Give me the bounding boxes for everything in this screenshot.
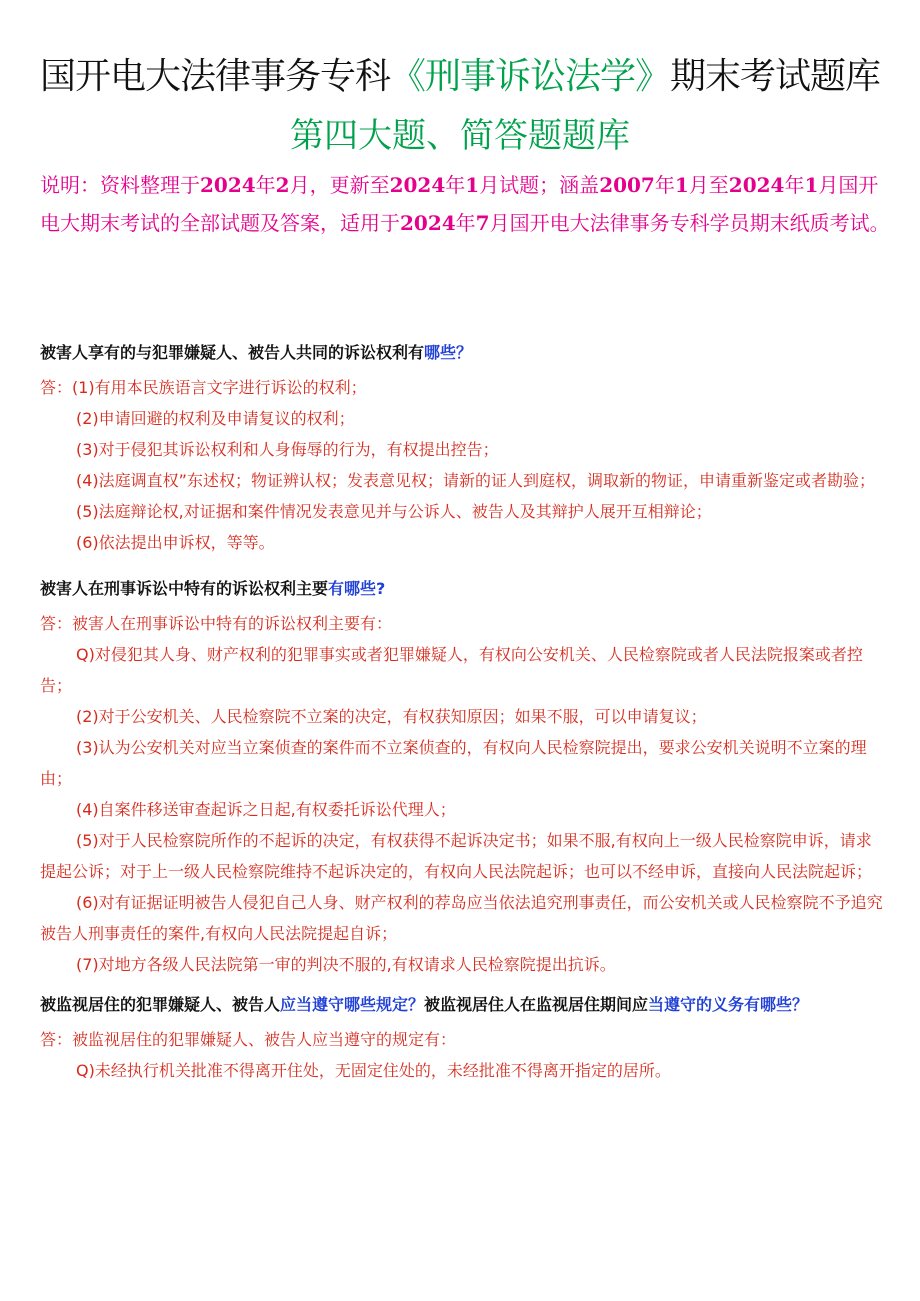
- intro-number: 7: [475, 211, 490, 235]
- question-highlight: 当遵守的义务有哪些？: [648, 995, 809, 1014]
- question-highlight: 应当遵守哪些规定？: [280, 995, 425, 1014]
- question-heading: [40, 576, 885, 602]
- answer-lead: 答：(1)有用本民族语言文字进行诉讼的权利；: [40, 378, 367, 397]
- answer-item: (2)对于公安机关、人民检察院不立案的决定，有权获知原因；如果不服，可以申请复议；: [76, 707, 707, 726]
- intro-number: 2024: [400, 211, 456, 235]
- answer-item: (3)认为公安机关对应当立案侦查的案件而不立案侦查的，有权向人民检察院提出，要求公安机关说明不立案的理由；: [40, 738, 867, 788]
- question-heading: [40, 340, 885, 366]
- answer-item: (6)对有证据证明被告人侵犯自己人身、财产权利的荐岛应当依法追究刑事责任，而公安机关或人民检察院不予追究被告人刑事责任的案件,有权向人民法院提起自诉；: [40, 893, 883, 943]
- document-title: [0, 54, 920, 100]
- qa-block: [40, 340, 885, 558]
- answer-item: (2)申请回避的权利及申请复议的权利；: [76, 409, 355, 428]
- qa-block: [40, 576, 885, 980]
- intro-text: 年: [654, 173, 675, 197]
- intro-text: 月国开电大期末考试的全部试题及答案，适用于: [40, 173, 879, 235]
- intro-number: 2024: [200, 173, 256, 197]
- title-part-1: 国开电大法律事务专科: [39, 56, 390, 97]
- intro-text: 说明：资料整理于: [40, 173, 200, 197]
- intro-number: 2007: [599, 173, 655, 197]
- answer-item: (7)对地方各级人民法院第一审的判决不服的,有权请求人民检察院提出抗诉。: [76, 955, 616, 974]
- intro-number: 2: [275, 173, 290, 197]
- intro-number: 2024: [389, 173, 446, 197]
- qa-list: [40, 340, 885, 1086]
- title-course-name: 《刑事诉讼法学》: [389, 56, 670, 97]
- question-text: 被监视居住人在监视居住期间应: [424, 995, 649, 1014]
- answer-item: Q)对侵犯其人身、财产权利的犯罪事实或者犯罪嫌疑人，有权向公安机关、人民检察院或者人民法院报案或者控告；: [40, 645, 863, 695]
- question-text: 被害人在刑事诉讼中特有的诉讼权利主要: [40, 579, 329, 598]
- answer-item: (4)法庭调直权”东述权；物证辨认权；发表意见权；请新的证人到庭权，调取新的物证，申请重新鉴定或者勘验；: [76, 471, 875, 490]
- intro-text: 年: [255, 173, 276, 197]
- answer-item: (4)自案件移送审查起诉之日起,有权委托诉讼代理人；: [76, 800, 456, 819]
- question-text: 被监视居住的犯罪嫌疑人、被告人: [40, 995, 281, 1014]
- intro-number: 1: [465, 173, 480, 197]
- intro-text: 年: [784, 173, 805, 197]
- qa-block: [40, 992, 885, 1086]
- intro-text: 月，更新至: [289, 173, 390, 197]
- intro-text: 月试题；涵盖: [479, 173, 600, 197]
- question-text: 被害人享有的与犯罪嫌疑人、被告人共同的诉讼权利有: [40, 343, 425, 362]
- intro-text: 月国开电大法律事务专科学员期末纸质考试。: [489, 211, 890, 235]
- intro-text: 年: [445, 173, 466, 197]
- answer-item: (5)对于人民检察院所作的不起诉的决定，有权获得不起诉决定书；如果不服,有权向上一级人民检察院申诉，请求提起公诉；对于上一级人民检察院维持不起诉决定的，有权向人民法院起诉；也可以不经申诉，直接向人民法院起诉；: [40, 831, 873, 881]
- answer-item: (3)对于侵犯其诉讼权利和人身侮辱的行为，有权提出控告；: [76, 440, 499, 459]
- answer-item: (6)依法提出申诉权，等等。: [76, 533, 275, 552]
- answer-item: Q)未经执行机关批准不得离开住处，无固定住处的，未经批准不得离开指定的居所。: [76, 1061, 671, 1080]
- intro-text: 年: [455, 211, 476, 235]
- answer-lead: 答：被监视居住的犯罪嫌疑人、被告人应当遵守的规定有：: [40, 1030, 457, 1049]
- question-highlight: 哪些？: [424, 343, 473, 362]
- document-subtitle: 第四大题、简答题题库: [290, 116, 630, 156]
- intro-number: 2024: [728, 173, 785, 197]
- answer-item: (5)法庭辩论权,对证据和案件情况发表意见并与公诉人、被告人及其辩护人展开互相辩论；: [76, 502, 712, 521]
- intro-text: 月至: [688, 173, 729, 197]
- intro-number: 1: [674, 173, 689, 197]
- question-highlight: 有哪些?: [328, 579, 386, 598]
- answer-lead: 答：被害人在刑事诉讼中特有的诉讼权利主要有：: [40, 614, 393, 633]
- question-heading: [40, 992, 885, 1018]
- title-part-3: 期末考试题库: [670, 56, 881, 97]
- intro-note: [40, 166, 890, 242]
- intro-number: 1: [804, 173, 819, 197]
